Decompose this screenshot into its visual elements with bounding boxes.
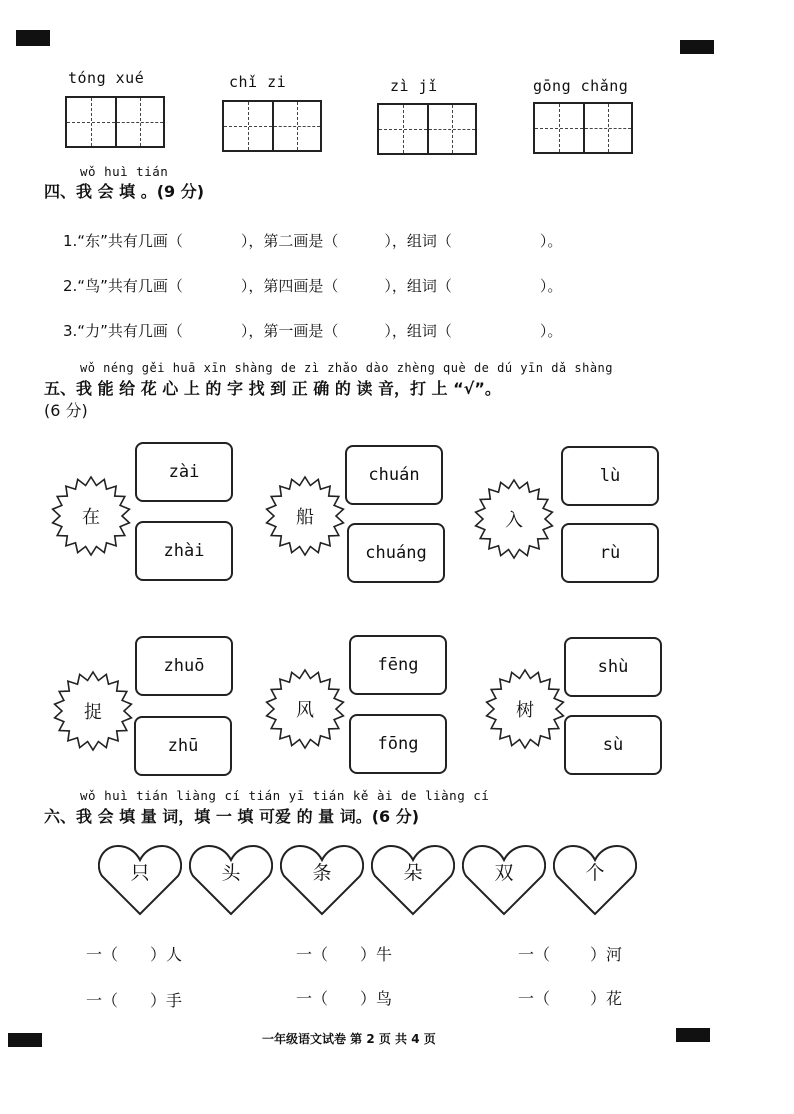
pinyin-option[interactable]: zhū — [134, 716, 232, 776]
measure-word-blank[interactable] — [86, 942, 182, 965]
pinyin-option[interactable]: fōng — [349, 714, 447, 774]
question-text: 3.“力”共有几画（ — [63, 322, 183, 340]
section5-title: 五、我 能 给 花 心 上 的 字 找 到 正 确 的 读 音，打 上 “√”。 — [44, 379, 501, 398]
registration-mark-top-right — [680, 40, 714, 54]
flower-char: 捉 — [84, 702, 102, 723]
measure-word-blank[interactable] — [296, 942, 392, 965]
writing-grid[interactable] — [65, 96, 165, 148]
writing-cell[interactable] — [379, 105, 427, 153]
measure-word-blank[interactable] — [518, 986, 622, 1009]
measure-word-blank[interactable] — [86, 988, 182, 1011]
flower-char: 在 — [82, 507, 100, 528]
blank-suffix: ）人 — [150, 945, 183, 964]
blank-prefix: 一（ — [518, 989, 551, 1008]
pinyin-option[interactable]: rù — [561, 523, 659, 583]
blank-prefix: 一（ — [86, 945, 119, 964]
blank-suffix: ）牛 — [360, 945, 393, 964]
heart-char: 只 — [130, 862, 150, 884]
blank-prefix: 一（ — [296, 945, 329, 964]
question-3 — [63, 320, 562, 341]
section4-pinyin: wǒ huì tián — [80, 164, 169, 179]
flower-badge — [52, 670, 134, 752]
heart-card — [462, 844, 546, 916]
flower-badge — [484, 668, 566, 750]
writing-cell[interactable] — [115, 98, 163, 146]
writing-cell[interactable] — [224, 102, 272, 150]
heart-card — [371, 844, 455, 916]
grid-word-pinyin: chǐ zi — [229, 73, 287, 91]
registration-mark-top-left — [16, 30, 50, 46]
flower-badge — [50, 475, 132, 557]
flower-char: 船 — [296, 507, 314, 528]
heart-char: 个 — [585, 862, 605, 884]
blank-prefix: 一（ — [518, 945, 551, 964]
writing-cell[interactable] — [427, 105, 475, 153]
question-2 — [63, 275, 562, 296]
pinyin-option[interactable]: lù — [561, 446, 659, 506]
heart-card — [553, 844, 637, 916]
page-footer: 一年级语文试卷 第 2 页 共 4 页 — [262, 1032, 436, 1046]
question-text: 1.“东”共有几画（ — [63, 232, 183, 250]
writing-grid[interactable] — [533, 102, 633, 154]
flower-badge — [264, 475, 346, 557]
grid-word-pinyin: gōng chǎng — [533, 77, 629, 95]
heart-char: 双 — [494, 862, 514, 884]
writing-cell[interactable] — [583, 104, 631, 152]
pinyin-option[interactable]: fēng — [349, 635, 447, 695]
pinyin-option[interactable]: chuáng — [347, 523, 445, 583]
measure-word-blank[interactable] — [296, 986, 392, 1009]
heart-card — [189, 844, 273, 916]
pinyin-option[interactable]: shù — [564, 637, 662, 697]
question-text: ），第二画是（ — [240, 232, 339, 250]
question-text: ），第四画是（ — [240, 277, 339, 295]
pinyin-option[interactable]: zhuō — [135, 636, 233, 696]
question-text: ）。 — [539, 232, 563, 250]
writing-cell[interactable] — [272, 102, 320, 150]
question-1 — [63, 230, 562, 251]
section6-title: 六、我 会 填 量 词，填 一 填 可爱 的 量 词。(6 分) — [44, 807, 420, 826]
blank-prefix: 一（ — [86, 991, 119, 1010]
blank-prefix: 一（ — [296, 989, 329, 1008]
section5-points: (6 分) — [44, 401, 88, 420]
pinyin-option[interactable]: sù — [564, 715, 662, 775]
blank-suffix: ）鸟 — [360, 989, 393, 1008]
section6-pinyin: wǒ huì tián liàng cí tián yī tián kě ài de liàng cí — [80, 788, 490, 803]
section5-pinyin: wǒ néng gěi huā xīn shàng de zì zhǎo dào zhèng què de dú yīn dǎ shàng — [80, 361, 613, 375]
blank-suffix: ）河 — [590, 945, 623, 964]
registration-mark-bottom-right — [676, 1028, 710, 1042]
question-text: ），组词（ — [384, 322, 452, 340]
blank-suffix: ）手 — [150, 991, 183, 1010]
writing-cell[interactable] — [535, 104, 583, 152]
heart-char: 条 — [312, 862, 332, 884]
flower-char: 风 — [296, 700, 314, 721]
pinyin-option[interactable]: zhài — [135, 521, 233, 581]
heart-char: 朵 — [403, 862, 423, 884]
pinyin-option[interactable]: chuán — [345, 445, 443, 505]
writing-grid[interactable] — [222, 100, 322, 152]
section4-title: 四、我 会 填 。(9 分) — [44, 182, 205, 201]
pinyin-option[interactable]: zài — [135, 442, 233, 502]
question-text: ），第一画是（ — [240, 322, 339, 340]
question-text: 2.“鸟”共有几画（ — [63, 277, 183, 295]
blank-suffix: ）花 — [590, 989, 623, 1008]
question-text: ）。 — [539, 322, 563, 340]
writing-cell[interactable] — [67, 98, 115, 146]
heart-card — [98, 844, 182, 916]
measure-word-blank[interactable] — [518, 942, 622, 965]
question-text: ），组词（ — [384, 277, 452, 295]
flower-badge — [264, 668, 346, 750]
heart-card — [280, 844, 364, 916]
grid-word-pinyin: tóng xué — [68, 69, 145, 87]
question-text: ），组词（ — [384, 232, 452, 250]
flower-char: 入 — [505, 510, 523, 531]
flower-char: 树 — [516, 700, 534, 721]
registration-mark-bottom-left — [8, 1033, 42, 1047]
flower-badge — [473, 478, 555, 560]
heart-char: 头 — [221, 862, 241, 884]
writing-grid[interactable] — [377, 103, 477, 155]
grid-word-pinyin: zì jǐ — [390, 77, 438, 95]
question-text: ）。 — [539, 277, 563, 295]
